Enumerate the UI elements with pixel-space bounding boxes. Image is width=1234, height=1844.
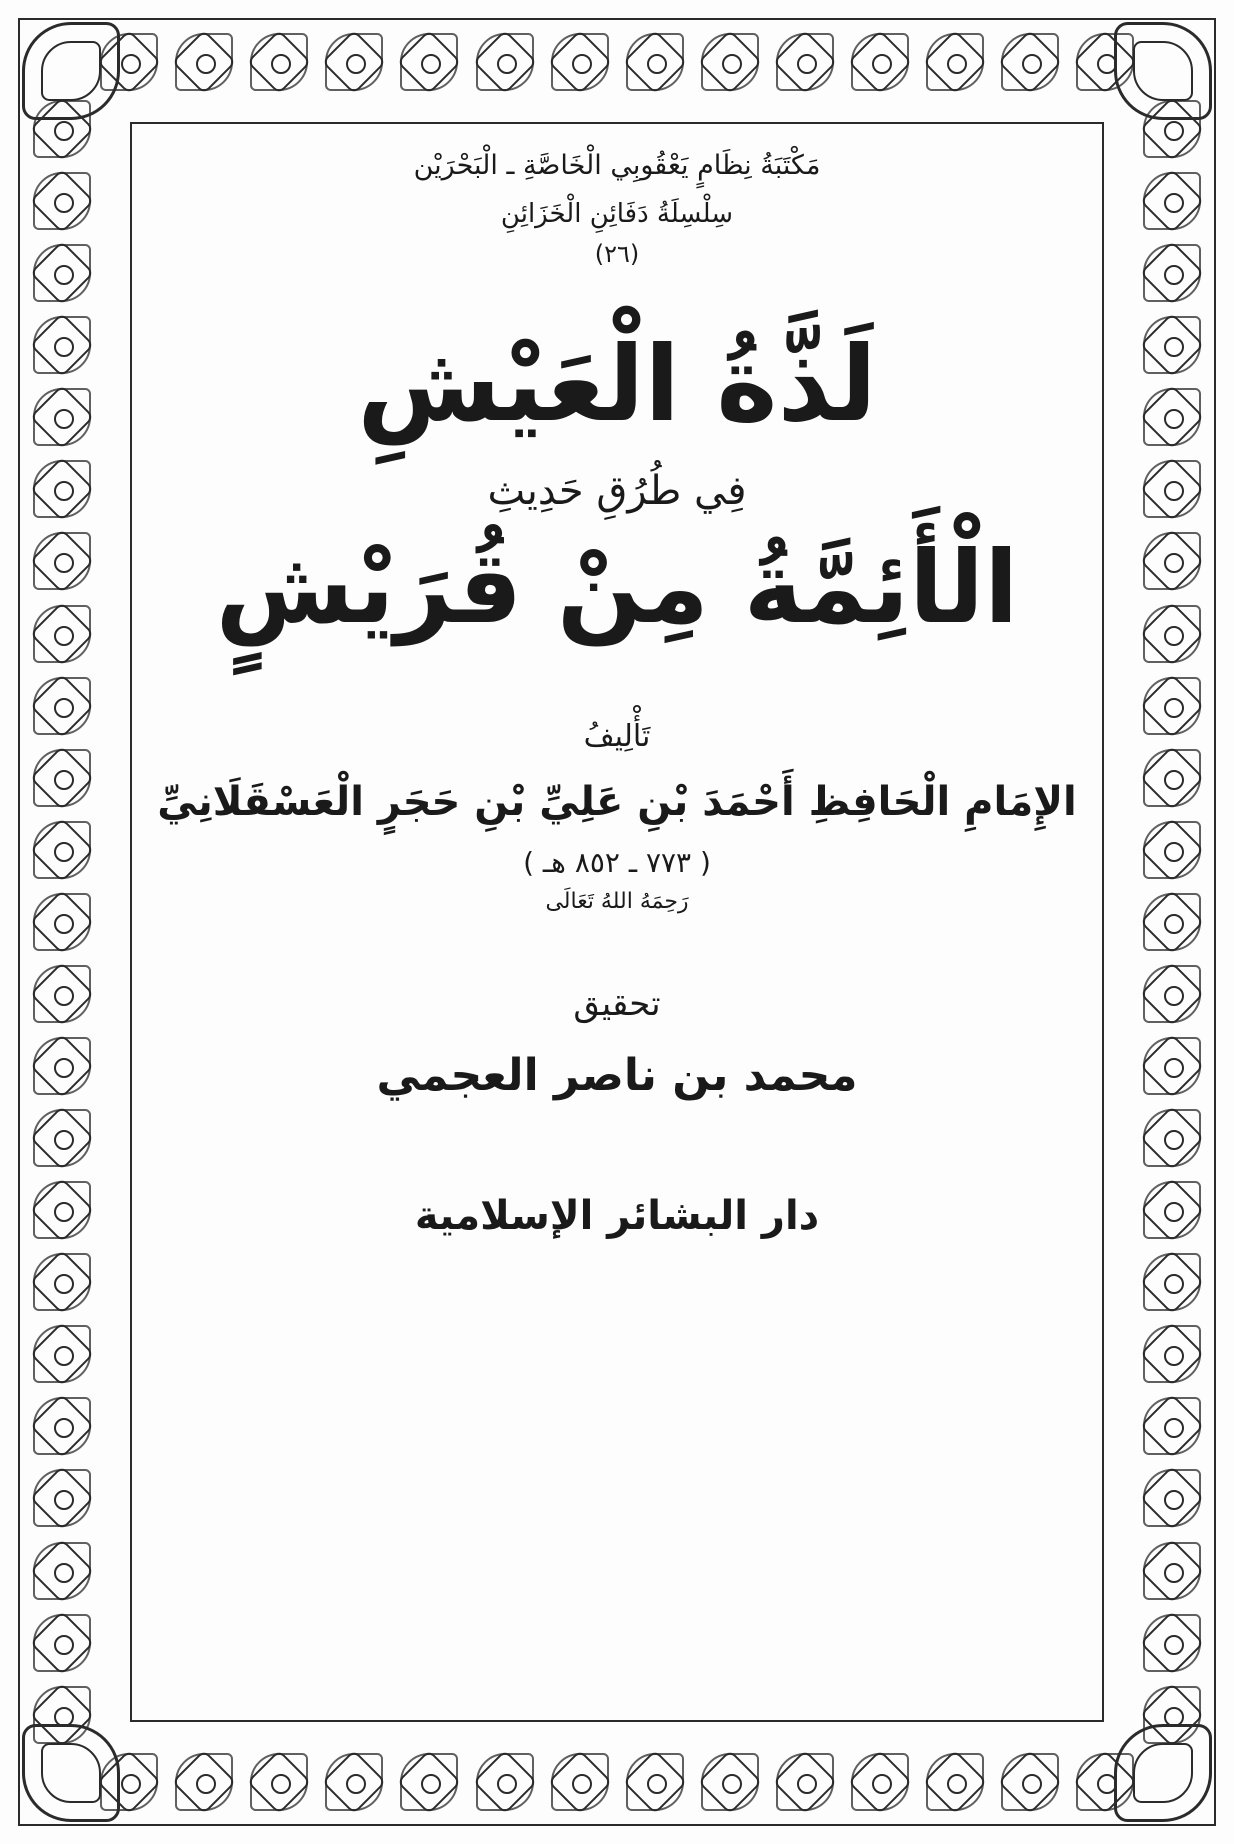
ornament-motif-icon xyxy=(33,893,91,951)
ornament-motif-icon xyxy=(1143,460,1201,518)
ornament-motif-icon xyxy=(1143,532,1201,590)
ornament-motif-icon xyxy=(33,1181,91,1239)
editor-label: تحقيق xyxy=(573,983,661,1024)
ornament-motif-icon xyxy=(1143,749,1201,807)
ornament-motif-icon xyxy=(250,1753,308,1811)
ornament-motif-icon xyxy=(476,33,534,91)
series-number: (٢٦) xyxy=(594,239,640,268)
author-prayer: رَحِمَهُ اللهُ تَعَالَى xyxy=(545,888,689,914)
ornament-motif-icon xyxy=(175,33,233,91)
author-name: الإِمَامِ الْحَافِظِ أَحْمَدَ بْنِ عَلِيِّ بْنِ حَجَرٍ الْعَسْقَلَانِيِّ xyxy=(157,778,1077,825)
ornament-motif-icon xyxy=(1143,388,1201,446)
author-label: تَأْلِيفُ xyxy=(583,718,651,754)
ornament-motif-icon xyxy=(926,1753,984,1811)
ornament-motif-icon xyxy=(1143,1469,1201,1527)
ornament-motif-icon xyxy=(33,172,91,230)
ornament-motif-icon xyxy=(33,605,91,663)
ornament-motif-icon xyxy=(1143,677,1201,735)
ornament-motif-icon xyxy=(33,244,91,302)
corner-ornament-icon xyxy=(22,22,120,120)
ornament-motif-icon xyxy=(1143,965,1201,1023)
ornament-motif-icon xyxy=(551,33,609,91)
ornament-motif-icon xyxy=(851,1753,909,1811)
ornament-motif-icon xyxy=(1143,893,1201,951)
book-title-line-2: الْأَئِمَّةُ مِنْ قُرَيْشٍ xyxy=(215,528,1019,646)
ornament-motif-icon xyxy=(33,1109,91,1167)
ornament-motif-icon xyxy=(1143,1109,1201,1167)
ornament-motif-icon xyxy=(926,33,984,91)
ornament-motif-icon xyxy=(33,388,91,446)
ornament-motif-icon xyxy=(33,1397,91,1455)
series-line: سِلْسِلَةُ دَفَائِنِ الْخَزَائِنِ xyxy=(500,198,734,229)
ornament-motif-icon xyxy=(1143,1614,1201,1672)
ornament-motif-icon xyxy=(175,1753,233,1811)
ornament-motif-icon xyxy=(1143,1542,1201,1600)
ornament-motif-icon xyxy=(1143,172,1201,230)
title-page-content xyxy=(150,140,1084,1704)
ornament-motif-icon xyxy=(701,1753,759,1811)
ornament-motif-icon xyxy=(400,33,458,91)
ornament-motif-icon xyxy=(33,316,91,374)
ornament-motif-icon xyxy=(776,33,834,91)
book-title-line-1: لَذَّةُ الْعَيْشِ xyxy=(357,322,877,445)
ornament-motif-icon xyxy=(776,1753,834,1811)
ornament-motif-icon xyxy=(1143,821,1201,879)
publisher-name: دار البشائر الإسلامية xyxy=(414,1192,820,1239)
library-line: مَكْتَبَةُ نِظَامٍ يَعْقُوبِي الْخَاصَّةِ ـ الْبَحْرَيْن xyxy=(413,150,821,181)
ornament-motif-icon xyxy=(851,33,909,91)
ornament-motif-icon xyxy=(33,965,91,1023)
ornament-band-bottom xyxy=(100,1744,1134,1820)
ornament-motif-icon xyxy=(1143,1253,1201,1311)
ornament-motif-icon xyxy=(1143,1037,1201,1095)
ornament-motif-icon xyxy=(33,749,91,807)
ornament-band-right xyxy=(1134,100,1210,1744)
ornament-motif-icon xyxy=(1001,1753,1059,1811)
ornament-motif-icon xyxy=(33,1469,91,1527)
ornament-motif-icon xyxy=(1143,605,1201,663)
ornament-motif-icon xyxy=(33,1542,91,1600)
ornament-motif-icon xyxy=(1143,1181,1201,1239)
ornament-motif-icon xyxy=(400,1753,458,1811)
editor-name: محمد بن ناصر العجمي xyxy=(376,1049,858,1101)
ornament-band-top xyxy=(100,24,1134,100)
ornament-motif-icon xyxy=(1143,1397,1201,1455)
ornament-motif-icon xyxy=(476,1753,534,1811)
ornament-band-left xyxy=(24,100,100,1744)
ornament-motif-icon xyxy=(33,1253,91,1311)
ornament-motif-icon xyxy=(33,1037,91,1095)
corner-ornament-icon xyxy=(1114,22,1212,120)
ornament-motif-icon xyxy=(33,1325,91,1383)
book-title-connector: فِي طُرُقِ حَدِيثِ xyxy=(487,467,747,514)
ornament-motif-icon xyxy=(1143,316,1201,374)
ornament-motif-icon xyxy=(626,1753,684,1811)
ornament-motif-icon xyxy=(250,33,308,91)
ornament-motif-icon xyxy=(325,33,383,91)
corner-ornament-icon xyxy=(1114,1724,1212,1822)
ornament-motif-icon xyxy=(551,1753,609,1811)
ornament-motif-icon xyxy=(33,1614,91,1672)
ornament-motif-icon xyxy=(33,460,91,518)
ornament-motif-icon xyxy=(325,1753,383,1811)
ornament-motif-icon xyxy=(1143,1325,1201,1383)
ornament-motif-icon xyxy=(33,677,91,735)
ornament-motif-icon xyxy=(33,532,91,590)
corner-ornament-icon xyxy=(22,1724,120,1822)
ornament-motif-icon xyxy=(701,33,759,91)
ornament-motif-icon xyxy=(33,821,91,879)
ornament-motif-icon xyxy=(1143,244,1201,302)
author-dates: ( ٧٧٣ ـ ٨٥٢ هـ ) xyxy=(523,845,711,879)
ornament-motif-icon xyxy=(626,33,684,91)
ornament-motif-icon xyxy=(1001,33,1059,91)
